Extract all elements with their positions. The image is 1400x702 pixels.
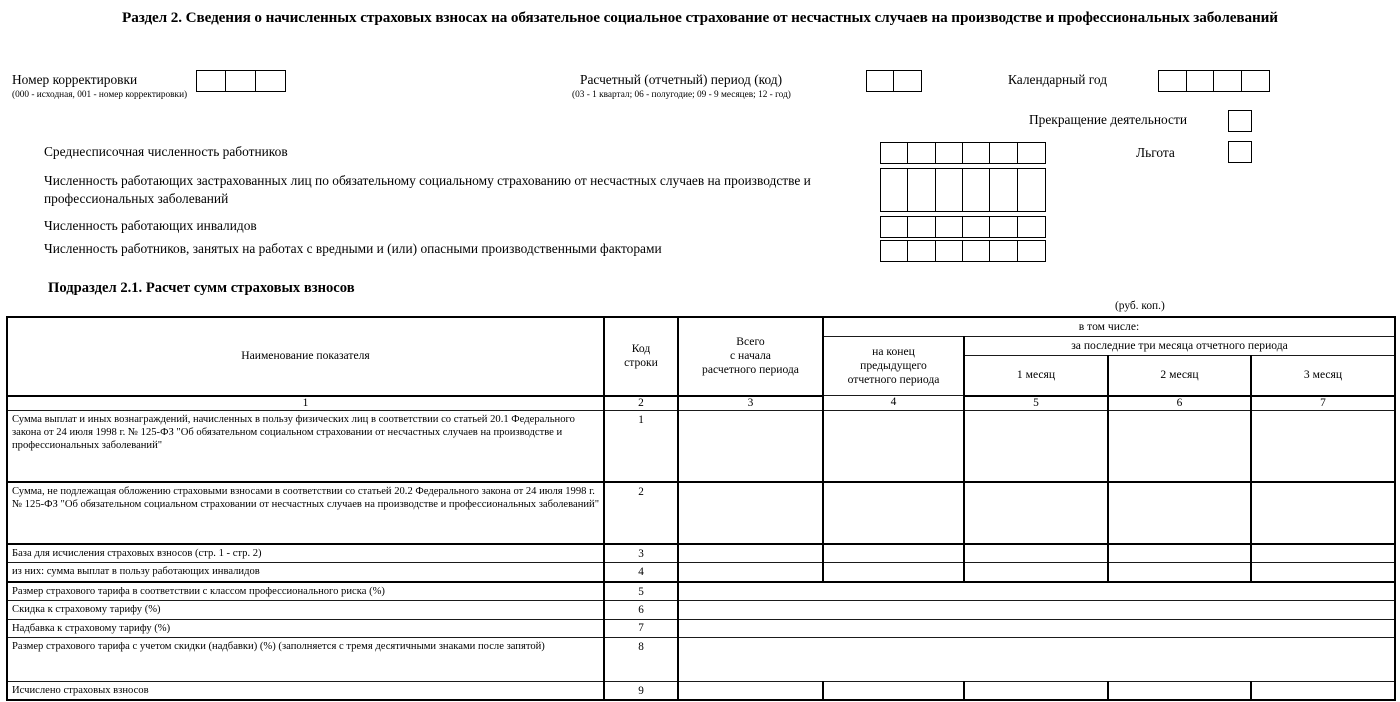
row-value-merged[interactable] bbox=[678, 601, 1395, 619]
row-value-col6[interactable] bbox=[1108, 544, 1251, 563]
table-row bbox=[7, 544, 1395, 563]
row-value-col5[interactable] bbox=[964, 410, 1108, 482]
header-row-code bbox=[604, 317, 678, 396]
table-row bbox=[7, 482, 1395, 544]
headcount-cell[interactable] bbox=[990, 169, 1017, 211]
cessation-of-activity-label: Прекращение деятельности bbox=[1029, 112, 1187, 127]
header-total-from-period-start bbox=[678, 317, 823, 396]
page-title bbox=[0, 0, 1400, 27]
headcount-cell[interactable] bbox=[990, 217, 1017, 237]
row-value-col4[interactable] bbox=[823, 682, 964, 701]
row-label: Размер страхового тарифа с учетом скидки (надбавки) (%) (заполняется с тремя десятичными знаками после запятой) bbox=[7, 638, 604, 682]
correction-number-cell[interactable] bbox=[256, 71, 285, 91]
row-value-col7[interactable] bbox=[1251, 410, 1395, 482]
insured-persons-count-input[interactable] bbox=[880, 168, 1046, 212]
table-row bbox=[7, 638, 1395, 682]
correction-number-note: (000 - исходная, 001 - номер корректировки) bbox=[12, 90, 188, 100]
row-value-col5[interactable] bbox=[964, 682, 1108, 701]
headcount-cell[interactable] bbox=[936, 241, 963, 261]
row-value-col5[interactable] bbox=[964, 544, 1108, 563]
row-value-col5[interactable] bbox=[964, 482, 1108, 544]
row-code: 8 bbox=[604, 638, 678, 682]
headcount-cell[interactable] bbox=[1018, 217, 1045, 237]
row-label: Исчислено страховых взносов bbox=[7, 682, 604, 701]
column-number-1: 1 bbox=[7, 396, 604, 411]
header-month-2: 2 месяц bbox=[1108, 356, 1251, 396]
calendar-year-cell[interactable] bbox=[1159, 71, 1187, 91]
average-headcount-label: Среднесписочная численность работников bbox=[44, 144, 288, 159]
header-row-code-line-1: Код bbox=[631, 342, 651, 356]
headcount-cell[interactable] bbox=[908, 169, 935, 211]
table-row bbox=[7, 682, 1395, 701]
row-value-col3[interactable] bbox=[678, 682, 823, 701]
average-headcount-input[interactable] bbox=[880, 142, 1046, 164]
row-label: из них: сумма выплат в пользу работающих инвалидов bbox=[7, 563, 604, 582]
headcount-cell[interactable] bbox=[990, 241, 1017, 261]
headcount-cell[interactable] bbox=[990, 143, 1017, 163]
row-label: Размер страхового тарифа в соответствии с классом профессионального риска (%) bbox=[7, 582, 604, 601]
row-value-col5[interactable] bbox=[964, 563, 1108, 582]
row-value-merged[interactable] bbox=[678, 619, 1395, 637]
row-label: База для исчисления страховых взносов (стр. 1 - стр. 2) bbox=[7, 544, 604, 563]
row-code: 3 bbox=[604, 544, 678, 563]
headcount-cell[interactable] bbox=[963, 169, 990, 211]
reporting-period-input[interactable] bbox=[866, 70, 922, 92]
hazardous-work-count-input[interactable] bbox=[880, 240, 1046, 262]
headcount-cell[interactable] bbox=[881, 241, 908, 261]
benefit-input[interactable] bbox=[1228, 141, 1252, 163]
row-code: 9 bbox=[604, 682, 678, 701]
row-label: Надбавка к страховому тарифу (%) bbox=[7, 619, 604, 637]
headcount-cell[interactable] bbox=[908, 217, 935, 237]
row-code: 2 bbox=[604, 482, 678, 544]
row-value-col7[interactable] bbox=[1251, 544, 1395, 563]
headcount-cell[interactable] bbox=[1018, 143, 1045, 163]
reporting-period-cell[interactable] bbox=[894, 71, 921, 91]
correction-number-input[interactable] bbox=[196, 70, 286, 92]
disabled-workers-count-input[interactable] bbox=[880, 216, 1046, 238]
row-value-col3[interactable] bbox=[678, 563, 823, 582]
headcount-cell[interactable] bbox=[1018, 241, 1045, 261]
page-title-line-1: Раздел 2. Сведения о начисленных страховых взносах на обязательное социальное страхование от несчастных случаев на производстве bbox=[122, 9, 1042, 26]
calendar-year-label: Календарный год bbox=[1008, 72, 1108, 87]
header-end-of-previous-period bbox=[823, 337, 964, 396]
table-row bbox=[7, 410, 1395, 482]
column-number-7: 7 bbox=[1251, 396, 1395, 411]
reporting-period-note: (03 - 1 квартал; 06 - полугодие; 09 - 9 месяцев; 12 - год) bbox=[572, 90, 791, 100]
correction-number-cell[interactable] bbox=[226, 71, 255, 91]
header-total-line-1: Всего bbox=[736, 335, 765, 349]
row-value-col6[interactable] bbox=[1108, 482, 1251, 544]
header-total-line-3: расчетного периода bbox=[702, 363, 799, 377]
row-value-col3[interactable] bbox=[678, 544, 823, 563]
row-value-col6[interactable] bbox=[1108, 682, 1251, 701]
headcount-cell[interactable] bbox=[881, 217, 908, 237]
header-last-three-months: за последние три месяца отчетного периода bbox=[964, 337, 1395, 356]
calendar-year-cell[interactable] bbox=[1214, 71, 1242, 91]
header-total-line-2: с начала bbox=[730, 349, 771, 363]
headcount-cell[interactable] bbox=[1018, 169, 1045, 211]
headcount-cell[interactable] bbox=[936, 169, 963, 211]
insured-persons-count-label: Численность работающих застрахованных лиц по обязательному социальному страхованию от несчастных случаев на производстве и профессиональных заболеваний bbox=[44, 173, 811, 206]
row-code: 6 bbox=[604, 601, 678, 619]
calendar-year-cell[interactable] bbox=[1187, 71, 1215, 91]
headcount-cell[interactable] bbox=[881, 143, 908, 163]
subsection-title: Подраздел 2.1. Расчет сумм страховых взносов bbox=[48, 280, 355, 296]
row-value-col6[interactable] bbox=[1108, 410, 1251, 482]
row-code: 1 bbox=[604, 410, 678, 482]
headcount-cell[interactable] bbox=[881, 169, 908, 211]
row-value-col3[interactable] bbox=[678, 410, 823, 482]
row-value-col3[interactable] bbox=[678, 482, 823, 544]
headcount-cell[interactable] bbox=[908, 241, 935, 261]
row-value-col7[interactable] bbox=[1251, 682, 1395, 701]
reporting-period-label: Расчетный (отчетный) период (код) bbox=[580, 72, 783, 87]
table-row bbox=[7, 563, 1395, 582]
row-label: Сумма выплат и иных вознаграждений, начисленных в пользу физических лиц в соответствии со статьей 20.1 Федерального закона от 24 июля 1998 г. № 125-ФЗ "Об обязательном социальном страховании от несчастных случаев на производстве и профессиональных заболеваний" bbox=[7, 410, 604, 482]
page-title-line-2: и профессиональных заболеваний bbox=[1045, 9, 1278, 26]
table-row bbox=[7, 582, 1395, 601]
reporting-period-cell[interactable] bbox=[867, 71, 894, 91]
row-value-col7[interactable] bbox=[1251, 482, 1395, 544]
row-value-merged[interactable] bbox=[678, 638, 1395, 682]
header-including: в том числе: bbox=[823, 317, 1395, 337]
calendar-year-input[interactable] bbox=[1158, 70, 1270, 92]
header-prev-period-line-3: отчетного периода bbox=[847, 373, 940, 386]
row-label: Сумма, не подлежащая обложению страховыми взносами в соответствии со статьей 20.2 Федерального закона от 24 июля 1998 г. № 125-ФЗ "Об обязательном социальном страховании от несчастных случаев на производстве и профессиональных заболеваний" bbox=[7, 482, 604, 544]
headcount-cell[interactable] bbox=[936, 217, 963, 237]
cessation-of-activity-input[interactable] bbox=[1228, 110, 1252, 132]
column-number-5: 5 bbox=[964, 396, 1108, 411]
correction-number-cell[interactable] bbox=[197, 71, 226, 91]
header-month-1: 1 месяц bbox=[964, 356, 1108, 396]
headcount-cell[interactable] bbox=[963, 241, 990, 261]
row-value-col4[interactable] bbox=[823, 410, 964, 482]
benefit-label: Льгота bbox=[1136, 145, 1175, 160]
table-row bbox=[7, 601, 1395, 619]
headcount-cell[interactable] bbox=[963, 217, 990, 237]
correction-number-label: Номер корректировки bbox=[12, 72, 138, 87]
hazardous-work-count-label: Численность работников, занятых на работах с вредными и (или) опасными производственными факторами bbox=[44, 241, 662, 256]
calendar-year-cell[interactable] bbox=[1242, 71, 1269, 91]
row-value-col6[interactable] bbox=[1108, 563, 1251, 582]
header-prev-period-line-2: предыдущего bbox=[860, 359, 927, 372]
row-code: 4 bbox=[604, 563, 678, 582]
headcount-cell[interactable] bbox=[963, 143, 990, 163]
header-indicator-name: Наименование показателя bbox=[7, 317, 604, 396]
column-number-3: 3 bbox=[678, 396, 823, 411]
column-number-row bbox=[7, 396, 1395, 411]
row-code: 5 bbox=[604, 582, 678, 601]
row-label: Скидка к страховому тарифу (%) bbox=[7, 601, 604, 619]
column-number-4: 4 bbox=[823, 396, 964, 411]
row-value-col7[interactable] bbox=[1251, 563, 1395, 582]
row-value-col4[interactable] bbox=[823, 482, 964, 544]
table-row bbox=[7, 619, 1395, 637]
header-prev-period-line-1: на конец bbox=[872, 345, 915, 358]
headcount-cell[interactable] bbox=[908, 143, 935, 163]
units-note: (руб. коп.) bbox=[1115, 300, 1165, 312]
header-row-code-line-2: строки bbox=[624, 356, 658, 370]
header-month-3: 3 месяц bbox=[1251, 356, 1395, 396]
contributions-calculation-table bbox=[6, 316, 1396, 701]
headcount-cell[interactable] bbox=[936, 143, 963, 163]
row-value-merged[interactable] bbox=[678, 582, 1395, 601]
row-value-col4[interactable] bbox=[823, 544, 964, 563]
disabled-workers-count-label: Численность работающих инвалидов bbox=[44, 218, 257, 233]
row-value-col4[interactable] bbox=[823, 563, 964, 582]
column-number-2: 2 bbox=[604, 396, 678, 411]
row-code: 7 bbox=[604, 619, 678, 637]
column-number-6: 6 bbox=[1108, 396, 1251, 411]
